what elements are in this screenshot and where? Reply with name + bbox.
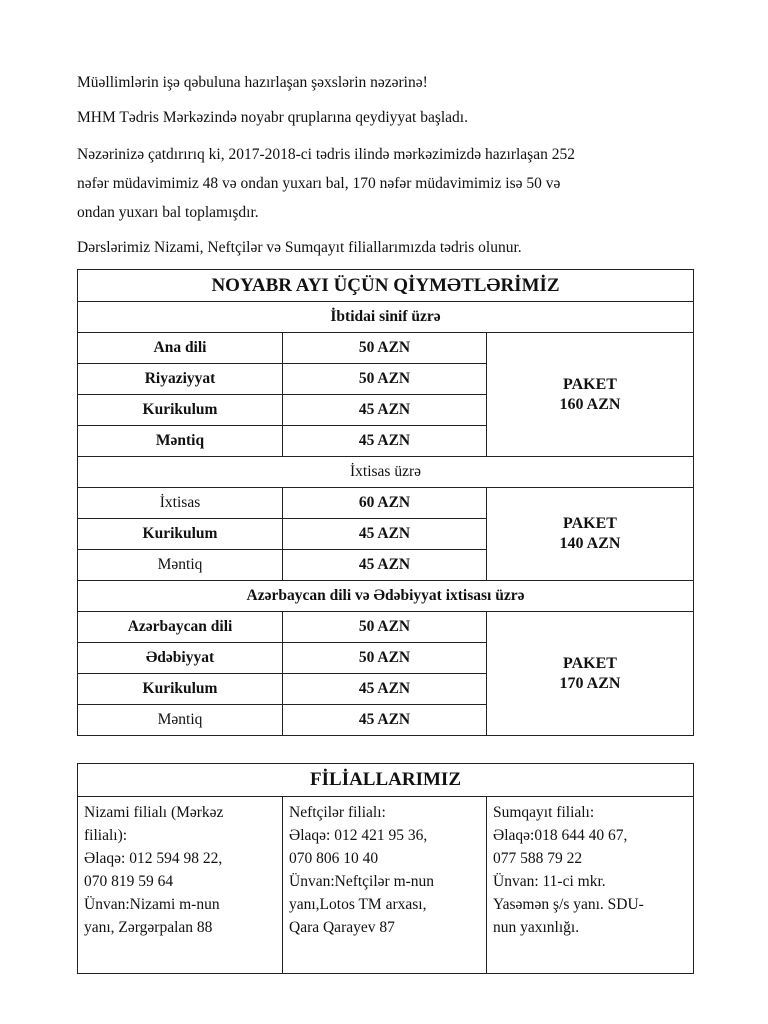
price-cell: 50 AZN xyxy=(283,364,487,395)
branch-phone: Əlaqə: 012 421 95 36, xyxy=(289,827,428,844)
price-cell: 45 AZN xyxy=(283,426,487,457)
intro-line-1: Müəllimlərin işə qəbuluna hazırlaşan şəxslərin nəzərinə! xyxy=(77,74,428,91)
subject-cell: Riyaziyyat xyxy=(78,364,283,395)
intro-line-3c: ondan yuxarı bal toplamışdır. xyxy=(77,204,259,221)
price-cell: 50 AZN xyxy=(283,612,487,643)
branch-address: Ünvan:Nizami m-nun xyxy=(84,896,220,913)
branch-address: Yasəmən ş/s yanı. SDU- xyxy=(493,896,644,913)
branch-line: Nizami filialı (Mərkəz xyxy=(84,804,224,821)
table-row xyxy=(78,333,694,364)
branch-phone: 070 819 59 64 xyxy=(84,873,174,890)
price-cell: 45 AZN xyxy=(283,395,487,426)
price-cell: 50 AZN xyxy=(283,643,487,674)
branch-sumqayit xyxy=(487,797,694,974)
subject-cell: Məntiq xyxy=(78,426,283,457)
branch-address: Ünvan:Neftçilər m-nun xyxy=(289,873,435,890)
branch-nizami xyxy=(78,797,283,974)
branch-address: yanı, Zərgərpalan 88 xyxy=(84,919,213,936)
subject-cell: Ana dili xyxy=(78,333,283,364)
subject-cell: Azərbaycan dili xyxy=(78,612,283,643)
subject-cell: Kurikulum xyxy=(78,519,283,550)
subject-cell: İxtisas xyxy=(78,488,283,519)
package-label: PAKET xyxy=(563,375,617,393)
package-label: PAKET xyxy=(563,515,617,532)
price-cell: 60 AZN xyxy=(283,488,487,519)
branch-phone: 070 806 10 40 xyxy=(289,850,379,867)
table-row xyxy=(78,488,694,519)
price-cell: 45 AZN xyxy=(283,519,487,550)
branches-table xyxy=(77,763,694,974)
branches-title: FİLİALLARIMIZ xyxy=(78,764,694,797)
intro-line-3a: Nəzərinizə çatdırırıq ki, 2017-2018-ci tədris ilində mərkəzimizdə hazırlaşan 252 xyxy=(77,146,575,163)
package-price: 170 AZN xyxy=(559,674,621,692)
price-cell: 45 AZN xyxy=(283,674,487,705)
subject-cell: Kurikulum xyxy=(78,395,283,426)
section-heading: İxtisas üzrə xyxy=(78,457,694,488)
package-cell xyxy=(487,488,694,581)
prices-table xyxy=(77,269,694,736)
subject-cell: Kurikulum xyxy=(78,674,283,705)
branch-line: Neftçilər filialı: xyxy=(289,804,386,821)
branch-address: nun yaxınlığı. xyxy=(493,919,580,936)
price-cell: 45 AZN xyxy=(283,550,487,581)
branch-phone: Əlaqə: 012 594 98 22, xyxy=(84,850,223,867)
price-cell: 50 AZN xyxy=(283,333,487,364)
table-row xyxy=(78,612,694,643)
intro-line-4: Dərslərimiz Nizami, Neftçilər və Sumqayıt filiallarımızda tədris olunur. xyxy=(77,239,522,256)
package-cell xyxy=(487,333,694,457)
branch-address: Ünvan: 11-ci mkr. xyxy=(493,873,606,890)
intro-line-3b: nəfər müdavimimiz 48 və ondan yuxarı bal, 170 nəfər müdavimimiz isə 50 və xyxy=(77,175,561,192)
branch-address: yanı,Lotos TM arxası, xyxy=(289,896,427,913)
price-cell: 45 AZN xyxy=(283,705,487,736)
branch-phone: 077 588 79 22 xyxy=(493,850,583,867)
package-price: 160 AZN xyxy=(559,395,621,413)
package-label: PAKET xyxy=(563,654,617,672)
branch-neftciler xyxy=(283,797,487,974)
subject-cell: Ədəbiyyat xyxy=(78,643,283,674)
intro-line-2: MHM Tədris Mərkəzində noyabr qruplarına qeydiyyat başladı. xyxy=(77,109,468,126)
subject-cell: Məntiq xyxy=(78,705,283,736)
branch-phone: Əlaqə:018 644 40 67, xyxy=(493,827,628,844)
section-heading: İbtidai sinif üzrə xyxy=(78,302,694,333)
branch-line: filialı): xyxy=(84,827,128,844)
package-cell xyxy=(487,612,694,736)
section-heading: Azərbaycan dili və Ədəbiyyat ixtisası üzrə xyxy=(78,581,694,612)
prices-title: NOYABR AYI ÜÇÜN QİYMƏTLƏRİMİZ xyxy=(78,270,694,302)
package-price: 140 AZN xyxy=(559,535,621,552)
branch-line: Sumqayıt filialı: xyxy=(493,804,595,821)
branch-address: Qara Qarayev 87 xyxy=(289,919,395,936)
subject-cell: Məntiq xyxy=(78,550,283,581)
